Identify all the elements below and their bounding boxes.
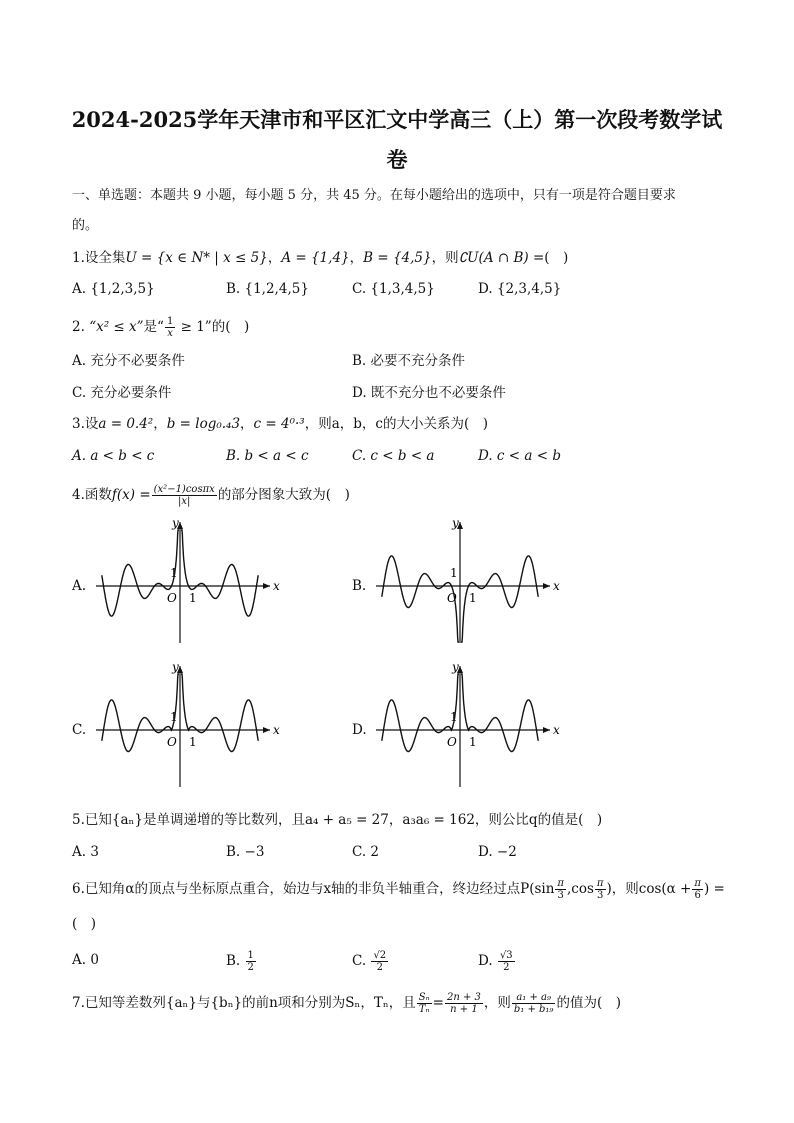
q3-option-b: B. b < a < c bbox=[226, 448, 309, 464]
set-b: B = {4,5} bbox=[363, 250, 432, 266]
question-3-stem: 3.设a = 0.4²，b = log₀.₄3，c = 4⁰·³，则a，b，c的大小关系为( ) bbox=[72, 416, 489, 432]
origin-label: O bbox=[167, 735, 177, 749]
frac-den: Tₙ bbox=[418, 1004, 430, 1015]
frac-num: Sₙ bbox=[418, 992, 430, 1003]
complement-expression: ∁U(A ∩ B) = bbox=[458, 250, 545, 266]
question-number: 2. bbox=[72, 319, 85, 335]
option-label: C. bbox=[352, 953, 367, 969]
x-axis-arrow bbox=[263, 583, 270, 589]
y-tick-label: 1 bbox=[170, 566, 178, 580]
x-axis-arrow bbox=[543, 727, 550, 733]
section-instruction-line1: 一、单选题：本题共 9 小题，每小题 5 分，共 45 分。在每小题给出的选项中，只有一项是符合题目要求 bbox=[72, 188, 676, 203]
stem-tail: 的( ) bbox=[211, 319, 250, 335]
q5-option-c: C. 2 bbox=[352, 844, 380, 860]
y-axis-label: y bbox=[172, 660, 179, 674]
q4-option-b-label: B. bbox=[352, 578, 367, 594]
q4-graph-b bbox=[372, 512, 562, 647]
q3-option-d: D. c < a < b bbox=[478, 448, 561, 464]
frac-den: b₁ + b₁₉ bbox=[513, 1004, 554, 1015]
frac-num: √3 bbox=[499, 950, 513, 961]
stem-text: 函数 bbox=[84, 487, 112, 503]
q3-option-a: A. a < b < c bbox=[72, 448, 155, 464]
y-tick-label: 1 bbox=[170, 710, 178, 724]
question-1-stem: 1.设全集U = {x ∈ N* | x ≤ 5}，A = {1,4}，B = {4,5}，则∁U(A ∩ B) =( ) bbox=[72, 250, 569, 266]
function-name: f(x) = bbox=[111, 487, 151, 503]
frac-den: 3 bbox=[557, 890, 564, 901]
question-6-paren: ( ) bbox=[72, 916, 97, 932]
q1-option-d: D. {2,3,4,5} bbox=[478, 281, 562, 297]
stem-text: )，则cos(α + bbox=[606, 881, 692, 897]
frac-den: |x| bbox=[178, 496, 191, 507]
q1-option-b: B. {1,2,4,5} bbox=[226, 281, 309, 297]
frac-num: 2n + 3 bbox=[446, 992, 481, 1003]
set-a: A = {1,4} bbox=[281, 250, 350, 266]
stem-text: 已知等差数列{aₙ}与{bₙ}的前n项和分别为Sₙ，Tₙ，且 bbox=[84, 995, 416, 1011]
question-number: 6. bbox=[72, 881, 85, 897]
y-tick-label: 1 bbox=[450, 710, 458, 724]
exam-title-line1: 2024-2025学年天津市和平区汇文中学高三（上）第一次段考数学试 bbox=[71, 107, 723, 132]
q4-option-a-label: A. bbox=[72, 578, 87, 594]
stem-text: ，则 bbox=[431, 250, 459, 266]
frac-num: √2 bbox=[373, 950, 387, 961]
y-tick-label: 1 bbox=[450, 566, 458, 580]
question-number: 1. bbox=[72, 250, 85, 266]
section-instruction-line2: 的。 bbox=[72, 218, 99, 233]
stem-tail: 的值为( ) bbox=[556, 995, 621, 1011]
frac-num: 1 bbox=[166, 316, 174, 327]
frac-den: 2 bbox=[503, 962, 510, 973]
question-2-stem bbox=[72, 316, 249, 339]
y-axis-label: y bbox=[452, 516, 459, 530]
q4-option-d-label: D. bbox=[352, 722, 367, 738]
equals: = bbox=[432, 995, 444, 1011]
c-definition: c = 4⁰·³ bbox=[253, 416, 305, 432]
x-axis-label: x bbox=[553, 723, 560, 737]
origin-label: O bbox=[167, 591, 177, 605]
q2-option-d: D. 既不充分也不必要条件 bbox=[352, 385, 506, 401]
q4-graph-c bbox=[92, 656, 282, 791]
frac-num: π bbox=[557, 878, 564, 889]
stem-text: ,cos bbox=[567, 881, 594, 897]
condition-1: “x² ≤ x” bbox=[89, 319, 144, 335]
fraction-pi-3 bbox=[595, 878, 606, 901]
q1-option-c: C. {1,3,4,5} bbox=[352, 281, 435, 297]
frac-den: 2 bbox=[247, 962, 254, 973]
q6-option-b bbox=[226, 950, 257, 973]
fraction-a-b bbox=[512, 992, 556, 1015]
frac-num: 1 bbox=[247, 950, 254, 961]
frac-num: (x²−1)cosπx bbox=[153, 484, 215, 495]
q5-option-a: A. 3 bbox=[72, 844, 99, 860]
origin-label: O bbox=[447, 591, 457, 605]
fraction bbox=[498, 950, 515, 973]
answer-paren: ( ) bbox=[544, 250, 569, 266]
fraction-1-over-x bbox=[165, 316, 175, 339]
x-tick-label: 1 bbox=[469, 735, 477, 749]
question-number: 3. bbox=[72, 416, 85, 432]
stem-text: ) = bbox=[703, 881, 725, 897]
y-axis-label: y bbox=[172, 516, 179, 530]
stem-tail: ，则a，b，c的大小关系为( ) bbox=[304, 416, 489, 432]
quote-open: “ bbox=[157, 319, 164, 335]
frac-den: 6 bbox=[694, 890, 701, 901]
q3-option-c: C. c < b < a bbox=[352, 448, 435, 464]
y-axis-label: y bbox=[452, 660, 459, 674]
x-axis-arrow bbox=[543, 583, 550, 589]
condition-2-tail: ≥ 1” bbox=[176, 319, 212, 335]
set-u: U = {x ∈ N* | x ≤ 5} bbox=[125, 250, 268, 266]
q6-option-c bbox=[352, 950, 389, 973]
x-tick-label: 1 bbox=[189, 735, 197, 749]
frac-num: π bbox=[596, 878, 604, 889]
frac-num: π bbox=[694, 878, 701, 889]
stem-text: 已知{aₙ}是单调递增的等比数列，且a₄ + a₅ = 27，a₃a₆ = 162，则公比q的值是( ) bbox=[84, 812, 603, 828]
frac-den: n + 1 bbox=[450, 1004, 478, 1015]
origin-label: O bbox=[447, 735, 457, 749]
q6-option-a: A. 0 bbox=[72, 952, 99, 968]
fraction-pi-3 bbox=[555, 878, 566, 901]
q4-graph-d bbox=[372, 656, 562, 791]
frac-den: 3 bbox=[597, 890, 604, 901]
fraction-pi-6 bbox=[692, 878, 703, 901]
x-axis-label: x bbox=[273, 579, 280, 593]
question-4-stem bbox=[72, 484, 350, 507]
question-number: 4. bbox=[72, 487, 85, 503]
x-tick-label: 1 bbox=[469, 591, 477, 605]
q4-option-c-label: C. bbox=[72, 722, 87, 738]
frac-den: 2 bbox=[376, 962, 383, 973]
frac-num: a₁ + a₉ bbox=[512, 992, 556, 1004]
b-definition: b = log₀.₄3 bbox=[166, 416, 241, 432]
q5-option-b: B. −3 bbox=[226, 844, 265, 860]
question-7-stem bbox=[72, 992, 621, 1015]
a-definition: a = 0.4² bbox=[98, 416, 154, 432]
x-axis-label: x bbox=[553, 579, 560, 593]
stem-text: 是 bbox=[143, 319, 158, 335]
question-6-stem bbox=[72, 878, 725, 901]
fraction bbox=[371, 950, 388, 973]
function-fraction bbox=[152, 484, 217, 507]
q1-option-a: A. {1,2,3,5} bbox=[72, 281, 155, 297]
x-axis-arrow bbox=[263, 727, 270, 733]
exam-title-line2: 卷 bbox=[386, 147, 408, 172]
q6-option-d bbox=[478, 950, 516, 973]
q2-option-a: A. 充分不必要条件 bbox=[72, 353, 185, 369]
fraction bbox=[246, 950, 256, 973]
x-axis-label: x bbox=[273, 723, 280, 737]
q2-option-b: B. 必要不充分条件 bbox=[352, 353, 466, 369]
q4-graph-a bbox=[92, 512, 282, 647]
question-number: 5. bbox=[72, 812, 85, 828]
x-tick-label: 1 bbox=[189, 591, 197, 605]
q5-option-d: D. −2 bbox=[478, 844, 517, 860]
q2-option-c: C. 充分必要条件 bbox=[72, 385, 172, 401]
stem-text: ，则 bbox=[483, 995, 511, 1011]
fraction-s-t bbox=[417, 992, 432, 1015]
frac-den: x bbox=[167, 328, 173, 339]
stem-text: 设全集 bbox=[84, 250, 126, 266]
question-number: 7. bbox=[72, 995, 85, 1011]
stem-text: 已知角α的顶点与坐标原点重合，始边与x轴的非负半轴重合，终边经过点P(sin bbox=[84, 881, 555, 897]
option-label: B. bbox=[226, 953, 241, 969]
stem-text: 设 bbox=[84, 416, 99, 432]
option-label: D. bbox=[478, 953, 493, 969]
question-5-stem bbox=[72, 810, 602, 830]
fraction-ratio bbox=[445, 992, 483, 1015]
stem-tail: 的部分图象大致为( ) bbox=[217, 487, 350, 503]
